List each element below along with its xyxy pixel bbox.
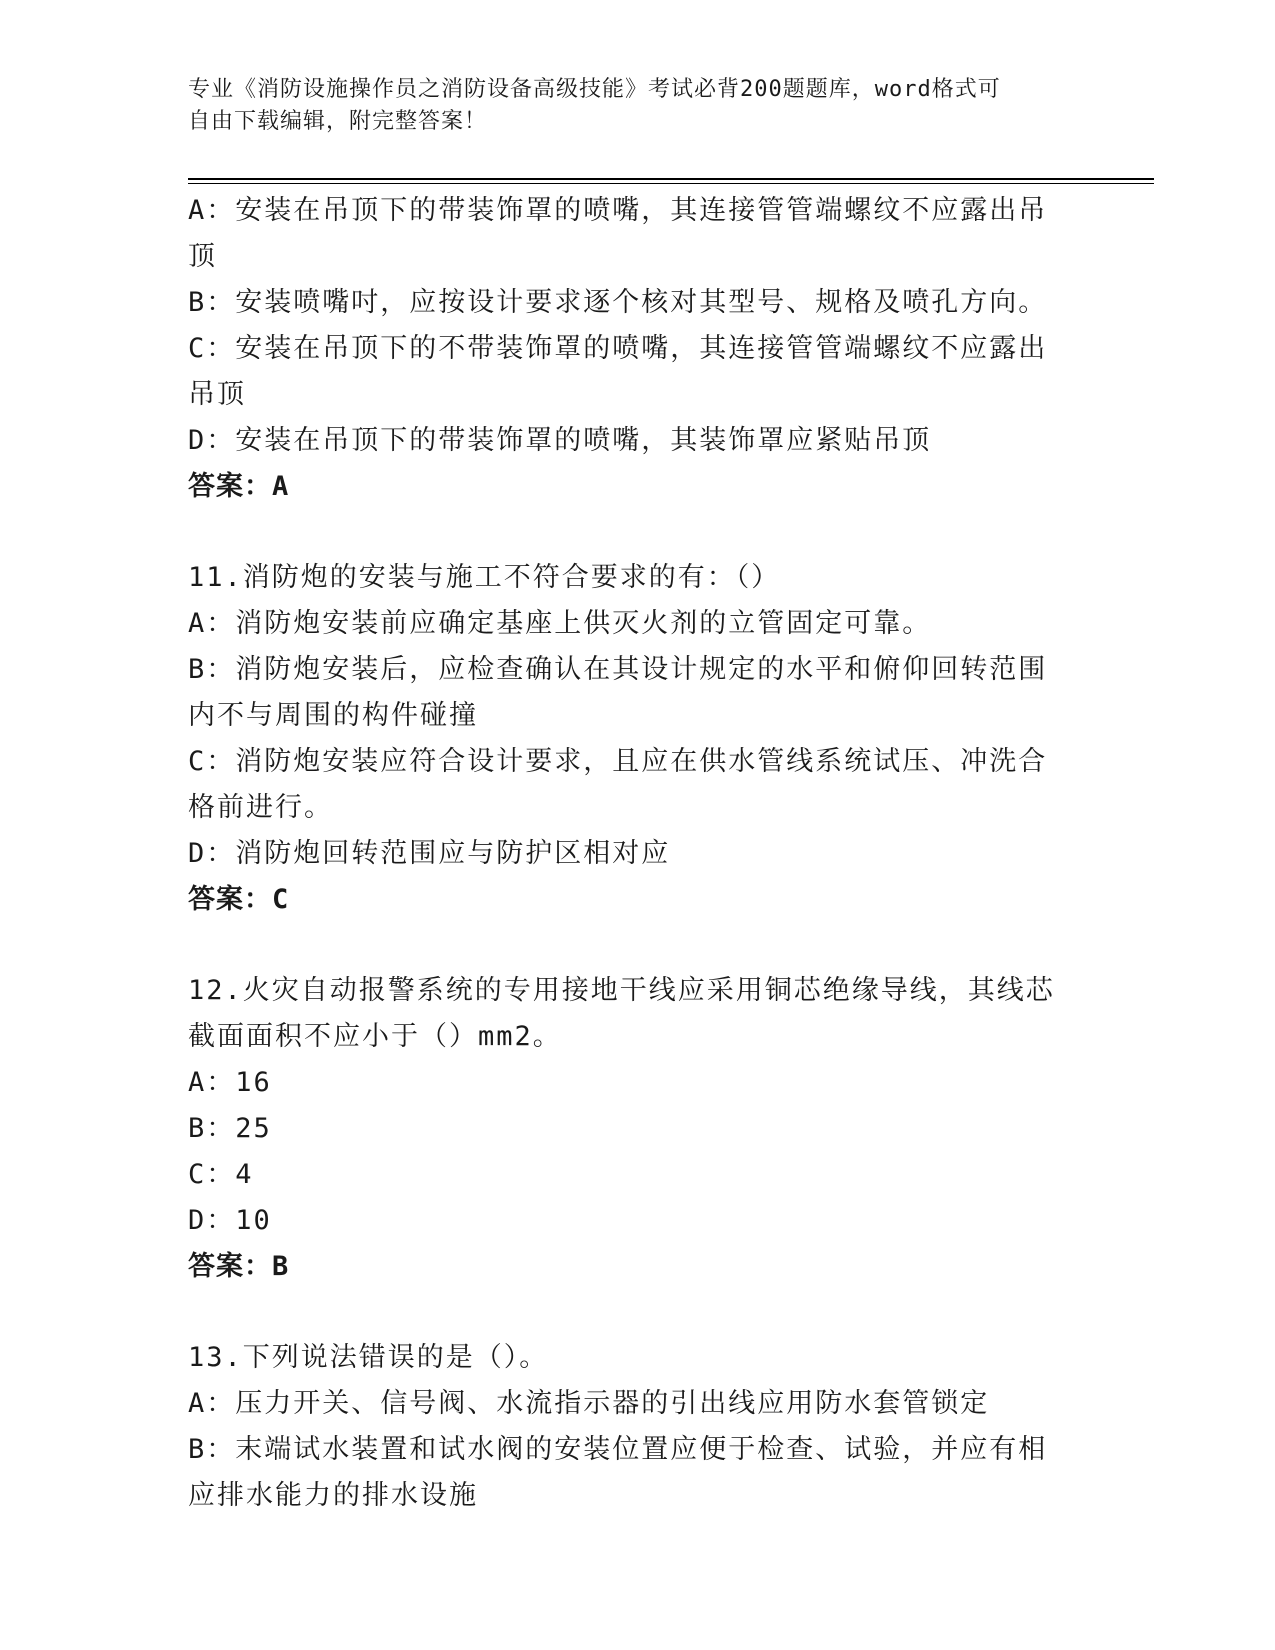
option-d: D：消防炮回转范围应与防护区相对应 (188, 838, 671, 869)
option-c: C：4 (188, 1159, 254, 1190)
question-13 (188, 1335, 1068, 1519)
question-list (188, 188, 1068, 1519)
option-a: A：压力开关、信号阀、水流指示器的引出线应用防水套管锁定 (188, 1388, 990, 1419)
answer: 答案：A (188, 471, 290, 502)
question-12 (188, 968, 1068, 1290)
header-rule-thin (188, 183, 1154, 184)
answer: 答案：C (188, 884, 290, 915)
question-text: 11.消防炮的安装与施工不符合要求的有：（） (188, 562, 781, 593)
option-d: D：安装在吊顶下的带装饰罩的喷嘴，其装饰罩应紧贴吊顶 (188, 425, 932, 456)
document-header (188, 74, 1068, 138)
option-c: C：安装在吊顶下的不带装饰罩的喷嘴，其连接管管端螺纹不应露出吊顶 (188, 333, 1048, 410)
option-b: B：消防炮安装后，应检查确认在其设计规定的水平和俯仰回转范围内不与周围的构件碰撞 (188, 654, 1048, 731)
question-text: 12.火灾自动报警系统的专用接地干线应采用铜芯绝缘导线，其线芯截面面积不应小于（）mm2。 (188, 975, 1055, 1052)
answer: 答案：B (188, 1251, 290, 1282)
header-line-2: 自由下载编辑，附完整答案！ (188, 109, 488, 134)
question-11 (188, 555, 1068, 923)
option-a: A：安装在吊顶下的带装饰罩的喷嘴，其连接管管端螺纹不应露出吊顶 (188, 195, 1048, 272)
option-b: B：安装喷嘴吋，应按设计要求逐个核对其型号、规格及喷孔方向。 (188, 287, 1048, 318)
option-b: B：25 (188, 1113, 272, 1144)
option-c: C：消防炮安装应符合设计要求，且应在供水管线系统试压、冲洗合格前进行。 (188, 746, 1048, 823)
question-10 (188, 188, 1068, 510)
option-a: A：16 (188, 1067, 272, 1098)
option-b: B：末端试水装置和试水阀的安装位置应便于检查、试验，并应有相应排水能力的排水设施 (188, 1434, 1048, 1511)
option-d: D：10 (188, 1205, 272, 1236)
option-a: A：消防炮安装前应确定基座上供灭火剂的立管固定可靠。 (188, 608, 932, 639)
header-rule-thick (188, 178, 1154, 180)
header-line-1: 专业《消防设施操作员之消防设备高级技能》考试必背200题题库，word格式可 (188, 77, 1001, 102)
question-text: 13.下列说法错误的是（）。 (188, 1342, 549, 1373)
